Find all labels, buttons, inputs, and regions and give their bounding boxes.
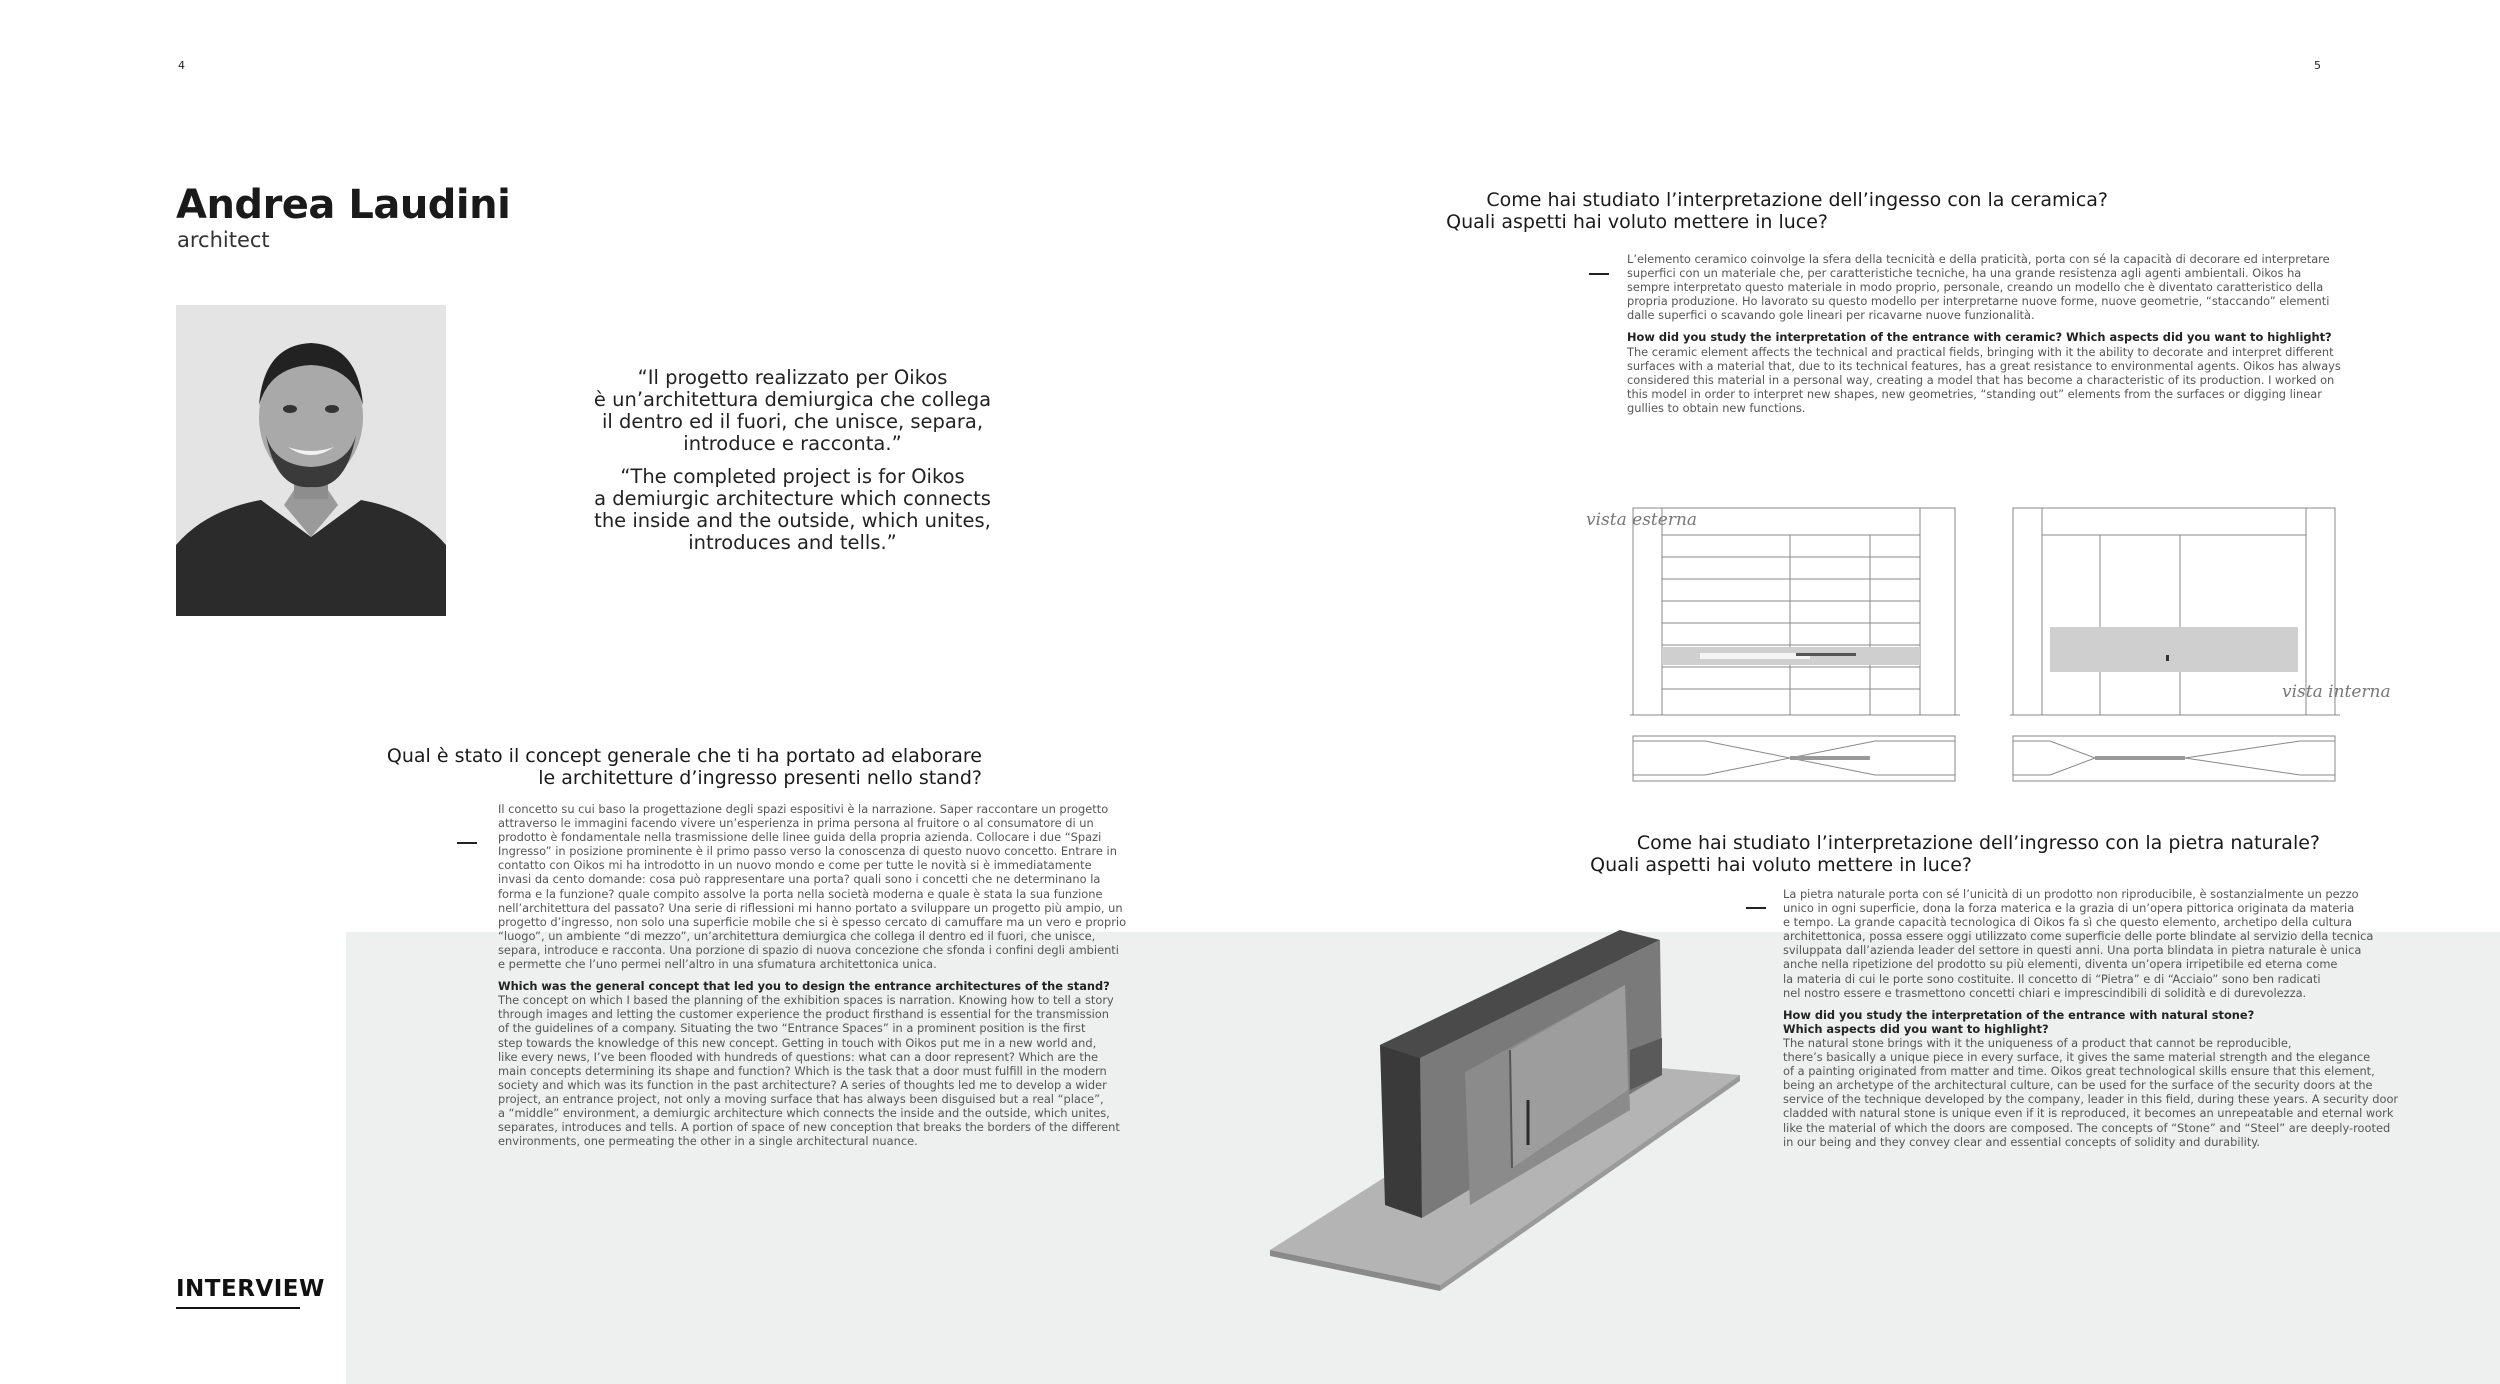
page-number-left: 4 <box>178 59 185 72</box>
answer-text-line: separa, introduce e racconta. Una porzione di spazio di nuova concezione che sfonda i confini degli ambienti <box>498 942 1119 957</box>
answer-text-line: “luogo”, un ambiente “di mezzo”, un’architettura demiurgica che collega il dentro ed il fuori, che unisce, <box>498 928 1096 943</box>
answer-text-line: being an archetype of the architectural culture, can be used for the surface of the security doors at the <box>1783 1078 2373 1093</box>
answer-text-line: attraverso le immagini facendo vivere un’esperienza in prima persona al fruitore o al consumatore di un <box>498 816 1094 831</box>
elevation-outer-drawing <box>1630 505 1960 724</box>
answer-text-line: dalle superfici o scavando gole lineari per ricavarne nuove funzionalità. <box>1627 308 2035 323</box>
answer-text-line: La pietra naturale porta con sé l’unicità di un prodotto non riproducibile, è sostanzialmente un pezzo <box>1783 887 2359 901</box>
question-line: Quali aspetti hai voluto mettere in luce? <box>1446 211 1828 233</box>
quote-line: il dentro ed il fuori, che unisce, separa, <box>601 410 984 433</box>
answer-text-line: anche nella ripetizione del prodotto su più elementi, diventa un’opera irripetibile ed eterna come <box>1783 957 2338 972</box>
answer-ceramic <box>1627 252 2357 415</box>
plan-outer-icon <box>1630 733 1960 785</box>
answer-text-line: of the guidelines of a company. Situating the two “Entrance Spaces” in a prominent position is the first <box>498 1021 1086 1036</box>
elevation-outer-icon <box>1630 505 1960 720</box>
answer-text-line: of a painting originated from matter and time. Oikos great technological skills ensure that this element, <box>1783 1064 2375 1079</box>
portrait-photo <box>176 305 446 616</box>
architect-role: architect <box>177 228 270 252</box>
answer-text-line: nell’architettura del passato? Una serie di riflessioni mi hanno portato a sviluppare un progetto più ampio, un <box>498 900 1123 915</box>
question-ceramic <box>1308 189 2108 233</box>
answer-text-line: Il concetto su cui baso la progettazione degli spazi espositivi è la narrazione. Saper raccontare un progetto <box>498 802 1109 816</box>
answer-text-line: main concepts determining its shape and function? Which is the task that a door must fulfill in the modern <box>498 1063 1107 1078</box>
plan-inner-icon <box>2010 733 2340 785</box>
answer-text-line: this model in order to interpret new shapes, new geometries, “standing out” elements from the surfaces or digging linear <box>1627 386 2322 401</box>
answer-text-line: progetto d’ingresso, non solo una superficie mobile che si è spesso cercato di camuffare ma un vero e proprio <box>498 914 1127 929</box>
answer-text-line: The natural stone brings with it the uniqueness of a product that cannot be reproducible, <box>1783 1035 2292 1050</box>
entrance-3d-render <box>1270 900 1740 1304</box>
question-line: Quali aspetti hai voluto mettere in luce? <box>1590 854 1972 876</box>
answer-text-line: architettonica, possa essere oggi utilizzato come superficie delle porte blindate al servizio della tecnica <box>1783 929 2374 944</box>
question-line: Come hai studiato l’interpretazione dell’ingesso con la ceramica? <box>1486 189 2108 211</box>
entrance-3d-icon <box>1270 900 1740 1300</box>
answer-text-line: Ingresso” in posizione prominente è il primo passo verso la conoscenza di questo nuovo concetto. Entrare in <box>498 844 1117 859</box>
answer-text-line: gullies to obtain new functions. <box>1627 400 1806 415</box>
answer-text-line: propria produzione. Ho lavorato su questo modello per interpretarne nuove forme, nuove geometrie, “staccando” elementi <box>1627 294 2330 309</box>
answer-text-line: there’s basically a unique piece in every surface, it gives the same material strength and the elegance <box>1783 1050 2371 1065</box>
answer-text-line: separates, introduces and tells. A portion of space of new conception that breaks the borders of the different <box>498 1120 1120 1135</box>
english-question: How did you study the interpretation of the entrance with ceramic? Which aspects did you want to highlight? <box>1627 330 2332 345</box>
quote-italian <box>560 367 1025 455</box>
answer-text-line: forma e la funzione? quale compito assolve la porta nella società moderna e quale è stata la sua funzione <box>498 886 1103 901</box>
english-question: How did you study the interpretation of the entrance with natural stone? <box>1783 1007 2255 1022</box>
answer-text-line: sempre interpretato questo materiale in modo proprio, personale, creando un modello che è diventato caratteristico della <box>1627 280 2324 295</box>
english-question: Which was the general concept that led you to design the entrance architectures of the stand? <box>498 979 1110 994</box>
section-label: INTERVIEW <box>176 1276 325 1302</box>
answer-text-line: environments, one permeating the other in a single architectural nuance. <box>498 1134 918 1149</box>
label-outer-view: vista esterna <box>1586 510 1698 530</box>
answer-text-line: invasi da cento domande: cosa può rappresentare una porta? quali sono i concetti che ne determinano la <box>498 872 1101 887</box>
quote-line: the inside and the outside, which unites, <box>594 509 991 532</box>
answer-text-line: like every news, I’ve been flooded with hundreds of questions: what can a door represent? Which are the <box>498 1049 1099 1064</box>
answer-text-line: The concept on which I based the planning of the exhibition spaces is narration. Knowing how to tell a story <box>498 993 1114 1008</box>
answer-text-line: sviluppata dall’azienda leader del settore in questi anni. Una porta blindata in pietra naturale è unica <box>1783 943 2362 958</box>
answer-text-line: considered this material in a personal way, creating a model that has become a characteristic of its production. I worked on <box>1627 372 2335 387</box>
quote-line: è un’architettura demiurgica che collega <box>593 388 992 411</box>
answer-text-line: society and which was its function in the past architecture? A series of thoughts led me to develop a wider <box>498 1077 1107 1092</box>
answer-dash <box>1589 273 1609 275</box>
quote-english <box>560 466 1025 554</box>
question-concept <box>282 745 982 789</box>
answer-text-line: The ceramic element affects the technical and practical fields, bringing with it the ability to decorate and interpret different <box>1627 344 2334 359</box>
quote-line: introduce e racconta.” <box>683 432 902 455</box>
answer-text-line: unico in ogni superficie, dona la forza materica e la grazia di un’opera pittorica originata da materia <box>1783 901 2355 916</box>
answer-dash <box>1746 907 1766 909</box>
answer-text-line: superfici con un materiale che, per caratteristiche tecniche, ha una grande resistenza agli agenti ambientali. Oikos ha <box>1627 266 2302 281</box>
answer-text-line: service of the technique developed by the company, leader in this field, during these years. A security door <box>1783 1092 2399 1107</box>
answer-text-line: contatto con Oikos mi ha introdotto in un nuovo mondo e come per tutte le novità si è immediatamente <box>498 858 1092 873</box>
answer-text-line: e tempo. La grande capacità tecnologica di Oikos fa sì che questo elemento, archetipo della cultura <box>1783 915 2353 930</box>
english-question: Which aspects did you want to highlight? <box>1783 1021 2049 1036</box>
answer-text-line: step towards the knowledge of this new concept. Getting in touch with Oikos put me in a new world and, <box>498 1035 1097 1050</box>
answer-text-line: nel nostro essere e trasmettono concetti chiari e imprescindibili di solidità e di durevolezza. <box>1783 985 2307 1000</box>
question-line: Qual è stato il concept generale che ti ha portato ad elaborare <box>386 745 982 767</box>
portrait-photo-icon <box>176 305 446 616</box>
plan-inner-drawing <box>2010 733 2340 789</box>
answer-concept <box>498 802 1138 1148</box>
answer-text-line: e permette che l’uno permei nell’altro in una sfumatura architettonica unica. <box>498 957 937 972</box>
answer-text-line: L’elemento ceramico coinvolge la sfera della tecnicità e della praticità, porta con sé la capacità di decorare ed interpretare <box>1627 252 2330 266</box>
section-underline <box>176 1307 300 1309</box>
answer-text-line: a “middle” environment, a demiurgic architecture which connects the inside and the outside, which unites, <box>498 1105 1110 1120</box>
answer-text-line: la materia di cui le porte sono costituite. Il concetto di “Pietra” e di “Acciaio” sono ben radicati <box>1783 971 2321 986</box>
architect-name: Andrea Laudini <box>176 182 511 228</box>
answer-text-line: cladded with natural stone is unique even if it is reproduced, it becomes an unrepeatable and eternal work <box>1783 1106 2394 1121</box>
label-inner-view: vista interna <box>2282 682 2391 702</box>
answer-text-line: through images and letting the customer experience the product firsthand is essential for the transmission <box>498 1007 1109 1022</box>
answer-text-line: surfaces with a material that, due to its technical features, has a great resistance to environmental agents. Oikos has always <box>1627 358 2341 373</box>
plan-outer-drawing <box>1630 733 1960 789</box>
answer-text-line: in our being and they convey clear and essential concepts of solidity and durability. <box>1783 1134 2261 1149</box>
page-number-right: 5 <box>2314 59 2321 72</box>
answer-dash <box>457 842 477 844</box>
quote-line: a demiurgic architecture which connects <box>594 487 991 510</box>
question-line: Come hai studiato l’interpretazione dell’ingresso con la pietra naturale? <box>1636 832 2320 854</box>
quote-line: “The completed project is for Oikos <box>620 465 965 488</box>
question-line: le architetture d’ingresso presenti nello stand? <box>538 767 982 789</box>
answer-stone <box>1783 887 2403 1149</box>
answer-text-line: like the material of which the doors are composed. The concepts of “Stone” and “Steel” are deeply-rooted <box>1783 1120 2391 1135</box>
quote-line: “Il progetto realizzato per Oikos <box>637 366 948 389</box>
answer-text-line: prodotto è fondamentale nella trasmissione delle linee guida della propria azienda. Collocare i due “Spazi <box>498 830 1102 845</box>
answer-text-line: project, an entrance project, not only a moving surface that has always been disguised but a real “place”, <box>498 1091 1104 1106</box>
quote-line: introduces and tells.” <box>688 531 897 554</box>
question-stone <box>1520 832 2320 876</box>
